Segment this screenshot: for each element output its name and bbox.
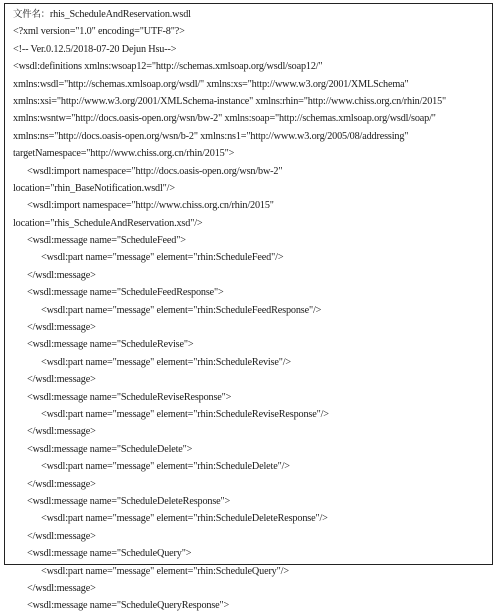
message-part-line: <wsdl:part name="message" element="rhin:ScheduleReviseResponse"/>	[41, 408, 329, 420]
message-open-line: <wsdl:message name="ScheduleReviseResponse">	[27, 391, 232, 403]
import-location-line: location="rhis_ScheduleAndReservation.xsd"/>	[13, 217, 203, 229]
message-open-line: <wsdl:message name="ScheduleDelete">	[27, 443, 193, 455]
message-open-line: <wsdl:message name="ScheduleFeed">	[27, 235, 186, 247]
import-location-line: location="rhin_BaseNotification.wsdl"/>	[13, 182, 175, 194]
message-open-line: <wsdl:message name="ScheduleFeedResponse">	[27, 287, 224, 299]
message-close-line: </wsdl:message>	[27, 582, 96, 594]
message-close-line: </wsdl:message>	[27, 426, 96, 438]
message-close-line: </wsdl:message>	[27, 322, 96, 334]
namespace-line: xmlns:xsi="http://www.w3.org/2001/XMLSchema-instance" xmlns:rhin="http://www.chiss.org.cn/rhin/2015"	[13, 95, 447, 107]
code-listing	[5, 4, 492, 615]
namespace-line: xmlns:wsdl="http://schemas.xmlsoap.org/wsdl/" xmlns:xs="http://www.w3.org/2001/XMLSchema"	[13, 78, 409, 90]
file-name: rhis_ScheduleAndReservation.wsdl	[49, 9, 191, 20]
import-line: <wsdl:import namespace="http://www.chiss.org.cn/rhin/2015"	[27, 200, 274, 212]
message-open-line: <wsdl:message name="ScheduleDeleteResponse">	[27, 495, 231, 507]
message-part-line: <wsdl:part name="message" element="rhin:ScheduleRevise"/>	[41, 356, 292, 368]
file-label: 文件名：	[13, 9, 50, 20]
xml-declaration-line: <?xml version="1.0" encoding="UTF-8"?>	[13, 26, 185, 38]
message-part-line: <wsdl:part name="message" element="rhin:ScheduleDelete"/>	[41, 461, 290, 473]
target-namespace-line: targetNamespace="http://www.chiss.org.cn/rhin/2015">	[13, 148, 235, 160]
version-comment-line: <!-- Ver.0.12.5/2018-07-20 Dejun Hsu-->	[13, 43, 177, 55]
namespace-line: xmlns:ns="http://docs.oasis-open.org/wsn/b-2" xmlns:ns1="http://www.w3.org/2005/08/addressing"	[13, 130, 409, 142]
message-close-line: </wsdl:message>	[27, 530, 96, 542]
message-part-line: <wsdl:part name="message" element="rhin:ScheduleDeleteResponse"/>	[41, 513, 328, 525]
message-open-line: <wsdl:message name="ScheduleQuery">	[27, 548, 192, 560]
message-open-line: <wsdl:message name="ScheduleRevise">	[27, 339, 194, 351]
message-open-line: <wsdl:message name="ScheduleQueryResponse">	[27, 600, 230, 612]
namespace-line: xmlns:wsntw="http://docs.oasis-open.org/wsn/bw-2" xmlns:soap="http://schemas.xmlsoap.org/wsdl/soap/"	[13, 113, 436, 125]
message-close-line: </wsdl:message>	[27, 374, 96, 386]
message-part-line: <wsdl:part name="message" element="rhin:ScheduleFeed"/>	[41, 252, 284, 264]
message-close-line: </wsdl:message>	[27, 269, 96, 281]
file-name-line	[13, 6, 488, 23]
code-listing-frame	[4, 3, 493, 612]
definitions-open-line: <wsdl:definitions xmlns:wsoap12="http://schemas.xmlsoap.org/wsdl/soap12/"	[13, 61, 323, 73]
message-part-line: <wsdl:part name="message" element="rhin:ScheduleFeedResponse"/>	[41, 304, 322, 316]
message-close-line: </wsdl:message>	[27, 478, 96, 490]
message-part-line: <wsdl:part name="message" element="rhin:ScheduleQuery"/>	[41, 565, 289, 577]
import-line: <wsdl:import namespace="http://docs.oasis-open.org/wsn/bw-2"	[27, 165, 283, 177]
